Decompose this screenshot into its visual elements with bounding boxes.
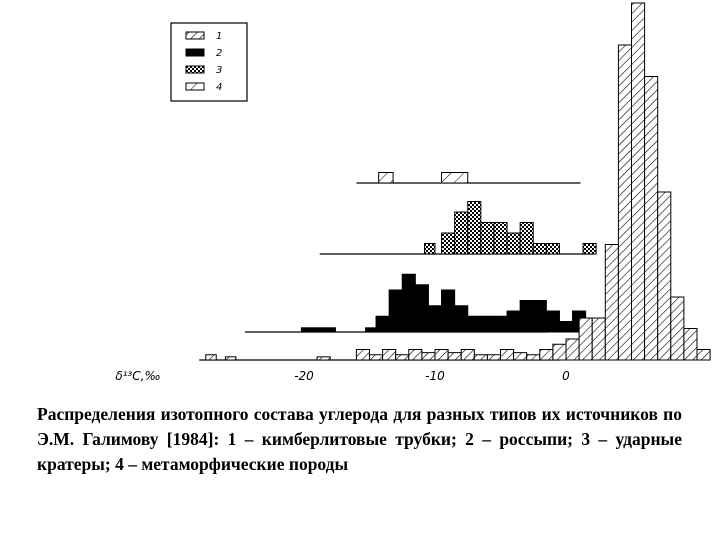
bar-series-1-4 — [370, 355, 383, 360]
bar-series-1-17 — [540, 350, 553, 361]
bar-series-3-0 — [425, 244, 435, 255]
series-3 — [320, 202, 596, 255]
bar-series-2-16 — [559, 322, 572, 333]
x-axis-label: δ¹³C,‰ — [115, 369, 161, 383]
x-tick-label: 0 — [562, 369, 570, 383]
bar-series-2-14 — [533, 301, 546, 333]
bar-series-2-4 — [402, 274, 415, 332]
bar-series-1-9 — [435, 350, 448, 361]
bar-series-2-10 — [481, 316, 494, 332]
bar-series-1-27 — [671, 297, 684, 360]
bar-series-2-2 — [376, 316, 389, 332]
bar-series-3-10 — [583, 244, 596, 255]
legend-swatch-4 — [186, 83, 204, 90]
bar-series-1-20 — [579, 318, 592, 360]
legend-swatch-1 — [186, 32, 204, 39]
bar-series-3-2 — [455, 212, 468, 254]
bar-series-1-16 — [527, 355, 540, 360]
legend-label-4: 4 — [216, 82, 223, 93]
x-axis — [115, 369, 570, 383]
bar-series-1-25 — [645, 77, 658, 361]
legend-label-1: 1 — [216, 31, 223, 42]
bar-series-4-1 — [442, 173, 468, 184]
bar-series-3-1 — [442, 233, 455, 254]
bar-series-2-7 — [442, 290, 455, 332]
bar-series-2-12 — [507, 311, 520, 332]
bar-series-4-0 — [379, 173, 393, 184]
bar-series-1-12 — [474, 355, 487, 360]
bar-series-1-0 — [206, 355, 216, 360]
bar-series-1-15 — [514, 353, 527, 360]
bar-series-1-24 — [632, 3, 645, 360]
bar-series-2-11 — [494, 316, 507, 332]
bar-series-2-6 — [428, 306, 441, 332]
bar-series-1-7 — [409, 350, 422, 361]
x-tick-label: -10 — [425, 369, 445, 383]
bar-series-2-15 — [546, 311, 559, 332]
series-4 — [356, 173, 580, 184]
bar-series-1-29 — [697, 350, 710, 361]
bar-series-3-3 — [468, 202, 481, 255]
x-tick-label: -20 — [294, 369, 314, 383]
bar-series-1-1 — [225, 357, 235, 360]
bar-series-1-2 — [317, 357, 330, 360]
histogram-rows — [199, 3, 710, 360]
bar-series-2-3 — [389, 290, 402, 332]
bar-series-1-3 — [356, 350, 369, 361]
bar-series-1-6 — [396, 355, 409, 360]
bar-series-1-21 — [592, 318, 605, 360]
bar-series-1-11 — [461, 350, 474, 361]
bar-series-1-13 — [487, 355, 500, 360]
bar-series-3-8 — [533, 244, 546, 255]
legend-label-3: 3 — [216, 65, 223, 76]
legend-swatch-2 — [186, 49, 204, 56]
bar-series-2-1 — [366, 328, 376, 332]
bar-series-1-26 — [658, 192, 671, 360]
legend-label-2: 2 — [216, 48, 223, 59]
bar-series-1-22 — [605, 245, 618, 361]
bar-series-1-18 — [553, 344, 566, 360]
bar-series-3-4 — [481, 223, 494, 255]
bar-series-1-14 — [501, 350, 514, 361]
bar-series-1-10 — [448, 353, 461, 360]
bar-series-2-8 — [455, 306, 468, 332]
figure-caption: Распределения изотопного состава углерода для разных типов их источников по Э.М. Галимову [1984]: 1 – кимберлитовые трубки; 2 – россыпи; 3 – ударные кратеры; 4 – метаморфические породы — [37, 404, 682, 474]
bar-series-3-5 — [494, 223, 507, 255]
legend-swatch-3 — [186, 66, 204, 73]
legend-frame — [171, 23, 247, 101]
bar-series-1-28 — [684, 329, 697, 361]
bar-series-1-23 — [618, 45, 631, 360]
bar-series-1-8 — [422, 353, 435, 360]
bar-series-2-13 — [520, 301, 533, 333]
bar-series-3-7 — [520, 223, 533, 255]
bar-series-2-0 — [301, 328, 335, 332]
bar-series-3-9 — [546, 244, 559, 255]
bar-series-1-5 — [383, 350, 396, 361]
bar-series-2-5 — [415, 285, 428, 332]
bar-series-2-9 — [468, 316, 481, 332]
bar-series-1-19 — [566, 339, 579, 360]
chart-legend — [171, 23, 247, 101]
bar-series-3-6 — [507, 233, 520, 254]
